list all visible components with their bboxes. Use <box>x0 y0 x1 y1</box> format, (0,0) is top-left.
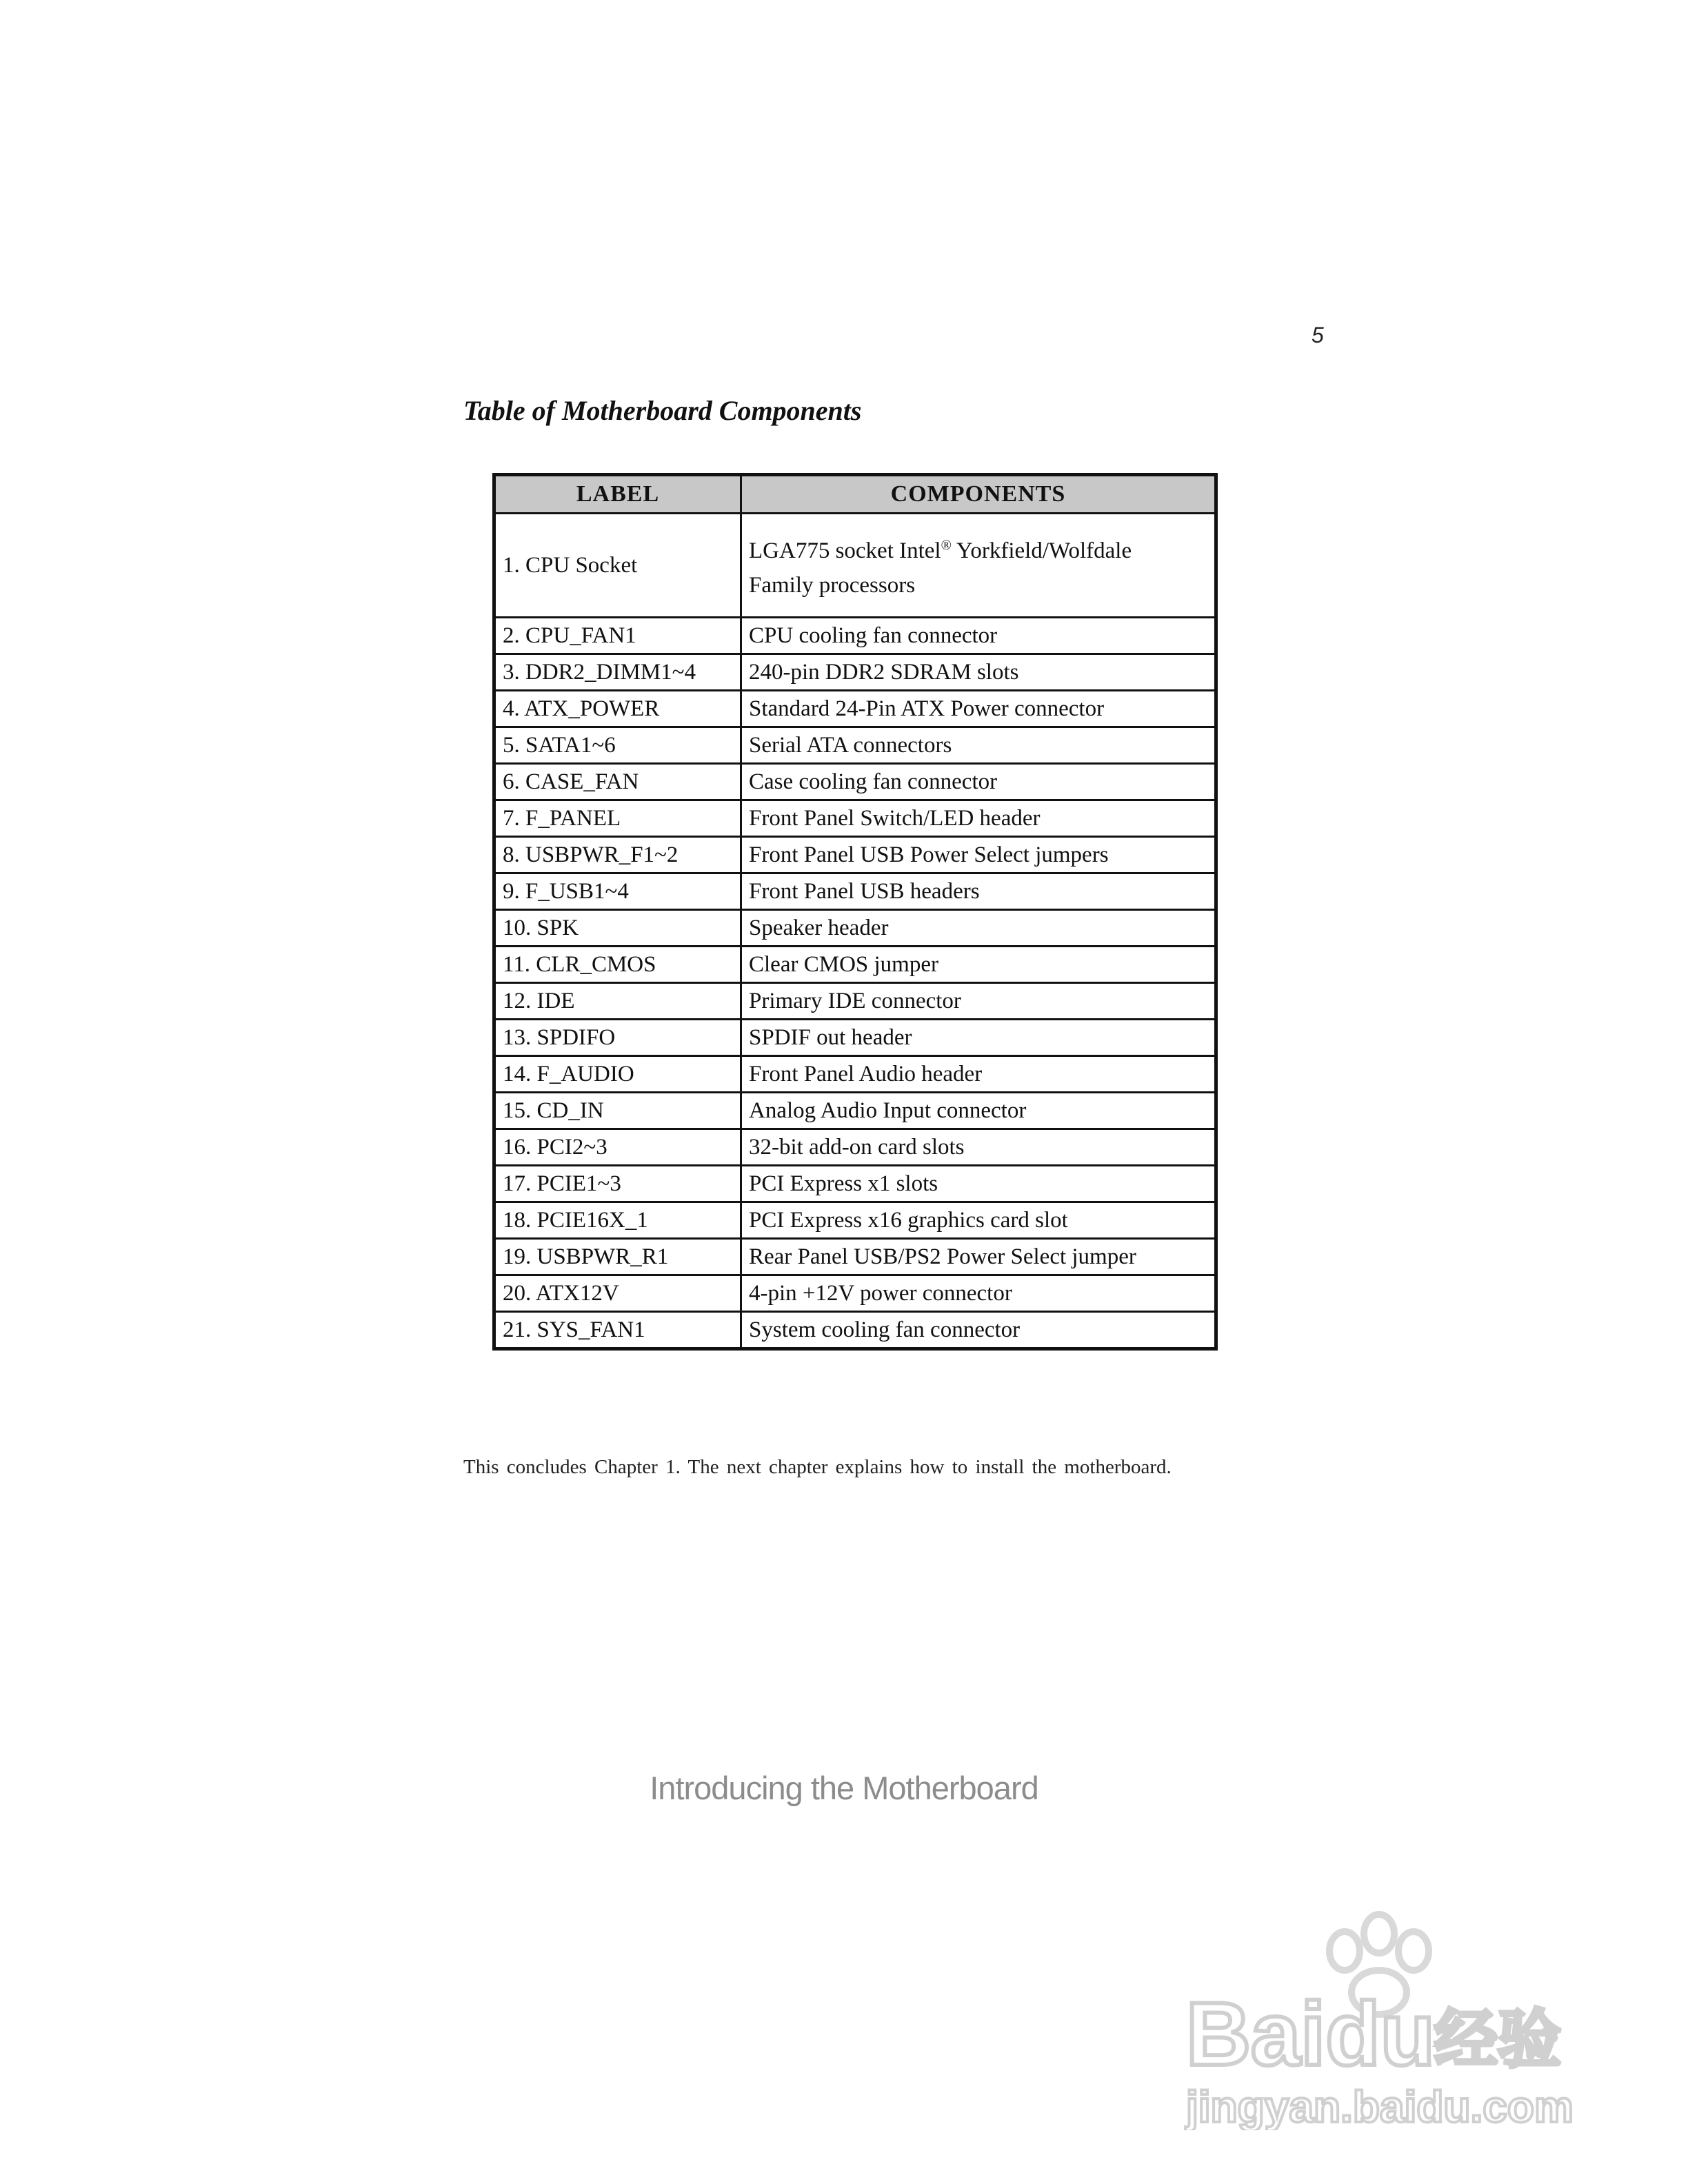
label-cell: 11. CLR_CMOS <box>494 947 741 983</box>
table-row <box>494 727 1216 764</box>
label-cell: 17. PCIE1~3 <box>494 1166 741 1202</box>
component-cell: 240-pin DDR2 SDRAM slots <box>741 654 1216 691</box>
label-cell: 8. USBPWR_F1~2 <box>494 837 741 873</box>
table-header-row <box>494 475 1216 514</box>
table-row <box>494 873 1216 910</box>
label-cell: 14. F_AUDIO <box>494 1056 741 1093</box>
table-row <box>494 654 1216 691</box>
table-row <box>494 837 1216 873</box>
component-text: Yorkfield/Wolfdale <box>951 538 1132 563</box>
component-cell: Front Panel Switch/LED header <box>741 800 1216 837</box>
chapter-footer: Introducing the Motherboard <box>650 1770 1038 1806</box>
label-cell: 3. DDR2_DIMM1~4 <box>494 654 741 691</box>
table-row <box>494 983 1216 1020</box>
label-cell: 20. ATX12V <box>494 1275 741 1312</box>
page-title: Table of Motherboard Components <box>463 395 862 426</box>
component-cell: Analog Audio Input connector <box>741 1093 1216 1129</box>
registered-mark: ® <box>941 538 952 553</box>
label-cell: 19. USBPWR_R1 <box>494 1239 741 1275</box>
component-cell: Serial ATA connectors <box>741 727 1216 764</box>
component-cell: CPU cooling fan connector <box>741 618 1216 654</box>
table-row <box>494 1239 1216 1275</box>
table-row <box>494 1202 1216 1239</box>
table-row <box>494 800 1216 837</box>
label-cell: 5. SATA1~6 <box>494 727 741 764</box>
label-cell: 18. PCIE16X_1 <box>494 1202 741 1239</box>
component-cell: Clear CMOS jumper <box>741 947 1216 983</box>
component-text: Family processors <box>749 573 916 598</box>
table-row <box>494 1093 1216 1129</box>
table-row <box>494 1056 1216 1093</box>
label-cell: 13. SPDIFO <box>494 1020 741 1056</box>
component-cell: Case cooling fan connector <box>741 764 1216 800</box>
components-table <box>492 473 1218 1351</box>
component-cell: Front Panel USB Power Select jumpers <box>741 837 1216 873</box>
component-cell: Standard 24-Pin ATX Power connector <box>741 691 1216 727</box>
label-cell: 7. F_PANEL <box>494 800 741 837</box>
component-cell: Front Panel USB headers <box>741 873 1216 910</box>
table-row <box>494 514 1216 618</box>
table-row <box>494 1166 1216 1202</box>
component-cell: System cooling fan connector <box>741 1312 1216 1349</box>
table-row <box>494 1312 1216 1349</box>
page-number: 5 <box>1312 323 1324 347</box>
label-cell: 9. F_USB1~4 <box>494 873 741 910</box>
header-label: LABEL <box>494 475 741 514</box>
label-cell: 2. CPU_FAN1 <box>494 618 741 654</box>
table-row <box>494 947 1216 983</box>
table-row <box>494 1129 1216 1166</box>
component-cell: PCI Express x16 graphics card slot <box>741 1202 1216 1239</box>
table-row <box>494 1020 1216 1056</box>
conclusion-text: This concludes Chapter 1. The next chapter explains how to install the motherboard. <box>463 1456 1172 1478</box>
baidu-watermark <box>1172 1903 1586 2130</box>
label-cell: 1. CPU Socket <box>494 514 741 618</box>
header-components: COMPONENTS <box>741 475 1216 514</box>
label-cell: 15. CD_IN <box>494 1093 741 1129</box>
component-cell: 32-bit add-on card slots <box>741 1129 1216 1166</box>
component-cell <box>741 514 1216 618</box>
component-cell: Rear Panel USB/PS2 Power Select jumper <box>741 1239 1216 1275</box>
component-cell: 4-pin +12V power connector <box>741 1275 1216 1312</box>
component-cell: Primary IDE connector <box>741 983 1216 1020</box>
watermark-brand: Baidu <box>1186 1983 1436 2084</box>
table-row <box>494 1275 1216 1312</box>
watermark-brand-cn: 经验 <box>1434 2003 1562 2076</box>
label-cell: 12. IDE <box>494 983 741 1020</box>
watermark-url: jingyan.baidu.com <box>1186 2082 1574 2130</box>
table-row <box>494 691 1216 727</box>
component-cell: SPDIF out header <box>741 1020 1216 1056</box>
component-cell: PCI Express x1 slots <box>741 1166 1216 1202</box>
label-cell: 6. CASE_FAN <box>494 764 741 800</box>
label-cell: 10. SPK <box>494 910 741 947</box>
label-cell: 21. SYS_FAN1 <box>494 1312 741 1349</box>
label-cell: 4. ATX_POWER <box>494 691 741 727</box>
component-cell: Speaker header <box>741 910 1216 947</box>
component-cell: Front Panel Audio header <box>741 1056 1216 1093</box>
component-text: LGA775 socket Intel <box>749 538 941 563</box>
table-row <box>494 910 1216 947</box>
table-row <box>494 764 1216 800</box>
label-cell: 16. PCI2~3 <box>494 1129 741 1166</box>
table-row <box>494 618 1216 654</box>
